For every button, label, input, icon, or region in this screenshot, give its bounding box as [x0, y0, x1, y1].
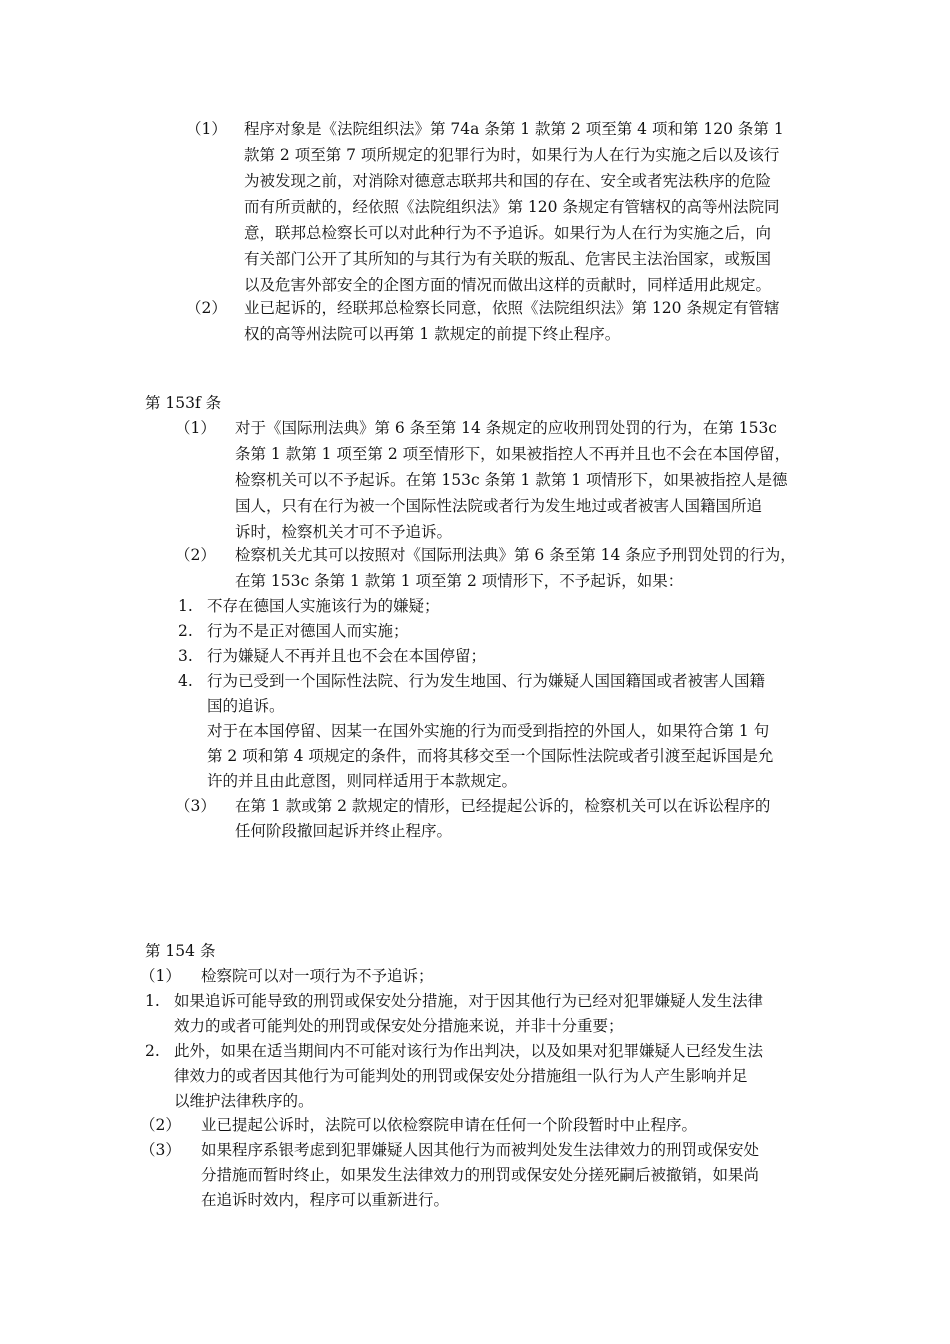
paragraph-label: （1） — [186, 120, 227, 138]
paragraph-label: （2） — [140, 1116, 181, 1134]
paragraph-line: 以及危害外部安全的企图方面的情况而做出这样的贡献时，同样适用此规定。 — [244, 276, 772, 294]
paragraph-line: 条第 1 款第 1 项至第 2 项至情形下，如果被指控人不再并且也不会在本国停留， — [235, 445, 791, 463]
paragraph-line: 程序对象是《法院组织法》第 74a 条第 1 款第 2 项至第 4 项和第 120 条第 1 — [244, 120, 784, 138]
list-item: 行为嫌疑人不再并且也不会在本国停留； — [207, 647, 487, 665]
paragraph-line: 业已提起公诉时，法院可以依检察院申请在任何一个阶段暂时中止程序。 — [201, 1116, 698, 1134]
paragraph-line: 在第 153c 条第 1 款第 1 项至第 2 项情形下，不予起诉，如果： — [235, 572, 684, 590]
paragraph-line: 检察机关尤其可以按照对《国际刑法典》第 6 条至第 14 条应予刑罚处罚的行为， — [235, 546, 796, 564]
list-item-number: 2. — [178, 622, 193, 640]
list-item: 以维护法律秩序的。 — [174, 1092, 314, 1110]
list-item: 律效力的或者因其他行为可能判处的刑罚或保安处分措施组一队行为人产生影响并足 — [174, 1067, 748, 1085]
paragraph-line: 对于《国际刑法典》第 6 条至第 14 条规定的应收刑罚处罚的行为，在第 153c — [235, 419, 777, 437]
article-heading: 第 153f 条 — [145, 394, 222, 412]
paragraph-line: 检察机关可以不予起诉。在第 153c 条第 1 款第 1 项情形下，如果被指控人是德 — [235, 471, 788, 489]
list-item: 效力的或者可能判处的刑罚或保安处分措施来说，并非十分重要； — [174, 1017, 624, 1035]
paragraph-line: 业已起诉的，经联邦总检察长同意，依照《法院组织法》第 120 条规定有管辖 — [244, 299, 780, 317]
paragraph-line: 而有所贡献的，经依照《法院组织法》第 120 条规定有管辖权的高等州法院同 — [244, 198, 780, 216]
paragraph-line: 许的并且由此意图，则同样适用于本款规定。 — [207, 772, 518, 790]
paragraph-line: 分措施而暂时终止，如果发生法律效力的刑罚或保安处分搓死嗣后被撤销，如果尚 — [201, 1166, 760, 1184]
paragraph-label: （1） — [140, 967, 181, 985]
paragraph-line: 诉时，检察机关才可不予追诉。 — [235, 523, 453, 541]
list-item: 如果追诉可能导致的刑罚或保安处分措施，对于因其他行为已经对犯罪嫌疑人发生法律 — [174, 992, 764, 1010]
list-item-number: 1. — [145, 992, 160, 1010]
paragraph-line: 如果程序系银考虑到犯罪嫌疑人因其他行为而被判处发生法律效力的刑罚或保安处 — [201, 1141, 760, 1159]
paragraph-line: 国人，只有在行为被一个国际性法院或者行为发生地过或者被害人国籍国所追 — [235, 497, 763, 515]
list-item-number: 4. — [178, 672, 193, 690]
paragraph-line: 为被发现之前，对消除对德意志联邦共和国的存在、安全或者宪法秩序的危险 — [244, 172, 772, 190]
paragraph-label: （3） — [140, 1141, 181, 1159]
paragraph-line: 意，联邦总检察长可以对此种行为不予追诉。如果行为人在行为实施之后，向 — [244, 224, 772, 242]
paragraph-line: 有关部门公开了其所知的与其行为有关联的叛乱、危害民主法治国家，或叛国 — [244, 250, 772, 268]
paragraph-label: （2） — [175, 546, 216, 564]
list-item: 行为不是正对德国人而实施； — [207, 622, 409, 640]
paragraph-line: 检察院可以对一项行为不予追诉； — [201, 967, 434, 985]
paragraph-line: 对于在本国停留、因某一在国外实施的行为而受到指控的外国人，如果符合第 1 句 — [207, 722, 770, 740]
paragraph-line: 权的高等州法院可以再第 1 款规定的前提下终止程序。 — [244, 325, 621, 343]
article-heading: 第 154 条 — [145, 942, 216, 960]
paragraph-line: 第 2 项和第 4 项规定的条件，而将其移交至一个国际性法院或者引渡至起诉国是允 — [207, 747, 774, 765]
paragraph-line: 在第 1 款或第 2 款规定的情形，已经提起公诉的，检察机关可以在诉讼程序的 — [235, 797, 771, 815]
list-item-number: 1. — [178, 597, 193, 615]
list-item-number: 2. — [145, 1042, 160, 1060]
list-item: 不存在德国人实施该行为的嫌疑； — [207, 597, 440, 615]
list-item: 国的追诉。 — [207, 697, 285, 715]
list-item: 行为已受到一个国际性法院、行为发生地国、行为嫌疑人国国籍国或者被害人国籍 — [207, 672, 766, 690]
paragraph-line: 在追诉时效内，程序可以重新进行。 — [201, 1191, 450, 1209]
paragraph-line: 任何阶段撤回起诉并终止程序。 — [235, 822, 453, 840]
list-item: 此外，如果在适当期间内不可能对该行为作出判决，以及如果对犯罪嫌疑人已经发生法 — [174, 1042, 764, 1060]
paragraph-label: （2） — [186, 299, 227, 317]
paragraph-label: （1） — [175, 419, 216, 437]
paragraph-line: 款第 2 项至第 7 项所规定的犯罪行为时，如果行为人在行为实施之后以及该行 — [244, 146, 780, 164]
paragraph-label: （3） — [175, 797, 216, 815]
list-item-number: 3. — [178, 647, 193, 665]
